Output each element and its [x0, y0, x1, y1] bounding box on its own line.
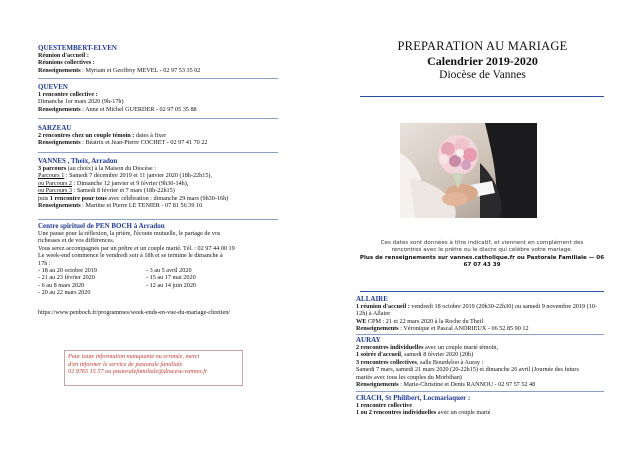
- text-line: 2 rencontres chez un couple témoin : dates à fixer: [38, 132, 167, 139]
- section-title: CRACH, St Philibert, Locmariaquer :: [356, 394, 471, 402]
- info-divider: [360, 291, 604, 292]
- section-crach: [356, 394, 611, 417]
- text-line: Vous serez accompagnés par un prêtre et un couple marié. Tél. : 02 97 44 00 19: [38, 244, 235, 252]
- info-note-box: [64, 350, 243, 386]
- text-line: 1 rencontre collective: [356, 402, 413, 409]
- info-line: rencontres avec le prêtre ou le diacre qui célèbre votre mariage.: [391, 247, 573, 254]
- diocese-name: Diocèse de Vannes: [439, 69, 526, 81]
- section-queven: [38, 83, 283, 113]
- note-line: d'en informer le service de pastorale familiale: [68, 360, 183, 368]
- text-line: Réunions collectives :: [38, 59, 95, 67]
- text-line: Réunion d'accueil :: [38, 52, 89, 59]
- section-title: AURAY: [356, 336, 381, 344]
- note-text: [65, 351, 242, 378]
- text-line: 1 rencontre collective :: [38, 91, 98, 98]
- text-line: Le week-end commence le vendredi soir à 18h et se termine le dimanche à: [38, 252, 223, 260]
- section-sarzeau: [38, 124, 283, 147]
- text-line: Dimanche 1er mars 2020 (9h-17h): [38, 98, 124, 106]
- section-title: QUESTEMBERT-ELVEN: [38, 44, 117, 52]
- note-line: 02 9765 15 57 ou pastoralefamiliale@diocese-vannes.fr: [68, 368, 208, 376]
- divider: [356, 334, 604, 335]
- contact-line: Renseignements : Martine et Pierre LE TENIER - 07 81 56 39 10: [38, 202, 203, 210]
- text-line: WE CPM : 21 et 22 mars 2020 à la Roche du Theil: [356, 317, 484, 325]
- text-line: Une pause pour la réflexion, la prière, l'écoute mutuelle, le partage de vos: [38, 230, 221, 237]
- text-line: Parcours 1 : Samedi 7 décembre 2019 et 11 janvier 2020 (18h-22h15),: [38, 172, 213, 180]
- info-line: Ces dates sont données à titre indicatif, et viennent en complément des: [380, 240, 584, 246]
- page-title-block: [360, 39, 605, 82]
- date-item: - 18 au 20 octobre 2019: [38, 267, 97, 275]
- section-allaire: [356, 295, 611, 333]
- text-line: 1 ou 2 rencontres individuelles avec un couple marié: [356, 409, 491, 417]
- contact-line: Renseignements : Myriam et Geoffroy MEVEL - 02 97 53 35 02: [38, 66, 201, 74]
- title-divider: [360, 96, 604, 97]
- section-vannes: [38, 157, 283, 209]
- contact-line: Renseignements : Véronique et Pascal ANDRIEUX - 06 52 85 90 12: [356, 325, 529, 333]
- divider: [38, 219, 278, 220]
- divider: [356, 391, 604, 392]
- penboch-url[interactable]: https://www.penboch.fr/programmes/week-ends-en-vue-du-mariage-chretien/: [38, 309, 231, 316]
- info-line-bold: Plus de renseignements sur vannes.catholique.fr ou Pastorale Familiale — 06 67 07 43 39: [359, 254, 605, 269]
- text-line: 2 rencontres individuelles avec un couple marié témoin,: [356, 344, 499, 351]
- text-line: 17h :: [38, 259, 51, 267]
- text-line: 1 réunion d'accueil : vendredi 18 octobre 2019 (20h30-22h30) ou samedi 9 novembre 2019 (10-: [356, 303, 597, 310]
- info-paragraph: [356, 240, 608, 270]
- text-line: 1 soirée d'accueil, samedi 8 février 2020 (20h): [356, 351, 474, 359]
- section-title: VANNES , Theix, Arradon: [38, 157, 118, 165]
- text-line: 3 rencontres collectives, salle Bourdeloo à Auray :: [356, 358, 484, 366]
- divider: [38, 78, 278, 79]
- divider: [38, 118, 278, 119]
- text-line: 12h) à Allaire: [356, 310, 391, 318]
- text-line: ou Parcours 2 : Dimanche 12 janvier et 9 février (9h30-14h),: [38, 179, 189, 187]
- text-line: 3 parcours (au choix) à la Maison du Diocèse :: [38, 165, 156, 172]
- page-subtitle: Calendrier 2019-2020: [427, 54, 538, 68]
- dates-list: [38, 267, 281, 297]
- date-item: - 12 au 14 juin 2020: [146, 281, 197, 289]
- section-title: ALLAIRE: [356, 295, 388, 303]
- section-penboch: [38, 222, 281, 297]
- note-line: Pour toute information manquante ou erronée, merci: [68, 353, 200, 360]
- text-line: richesses et de vos différences.: [38, 237, 115, 245]
- contact-line: Renseignements : Anne et Michel GUERDER - 02 97 05 35 88: [38, 105, 197, 113]
- contact-line: Renseignements : Béatrix et Jean-Pierre COCHET - 02 97 41 70 22: [38, 139, 208, 147]
- text-line: ou Parcours 3 : Samedi 8 février et 7 mars (18h-22h15): [38, 187, 175, 195]
- wedding-photo: [400, 123, 537, 218]
- text-line: puis 1 rencontre pour tous avec célébration : dimanche 29 mars (9h30-16h): [38, 194, 229, 202]
- section-title: Centre spirituel de PEN BOCH à Arradon: [38, 222, 165, 230]
- text-line: Samedi 7 mars, samedi 21 mars 2020 (20-22h15) et dimanche 26 avril (Journée des futurs: [356, 366, 579, 374]
- date-item: - 6 au 8 mars 2020: [38, 281, 85, 289]
- section-title: QUEVEN: [38, 83, 68, 91]
- date-item: - 3 au 5 avril 2020: [146, 267, 192, 275]
- section-questembert: [38, 44, 283, 74]
- date-item: - 15 au 17 mai 2020: [146, 274, 196, 282]
- contact-line: Renseignements : Marie-Christine et Denis RANNOU - 02 97 57 52 48: [356, 381, 536, 389]
- section-auray: [356, 336, 611, 388]
- text-line: mariés avec tous les couples du Morbihan): [356, 373, 462, 381]
- divider: [38, 152, 278, 153]
- section-title: SARZEAU: [38, 124, 72, 132]
- page-title: PREPARATION AU MARIAGE: [397, 39, 568, 53]
- date-item: - 20 au 22 mars 2020: [38, 289, 91, 297]
- date-item: - 21 au 23 février 2020: [38, 274, 95, 282]
